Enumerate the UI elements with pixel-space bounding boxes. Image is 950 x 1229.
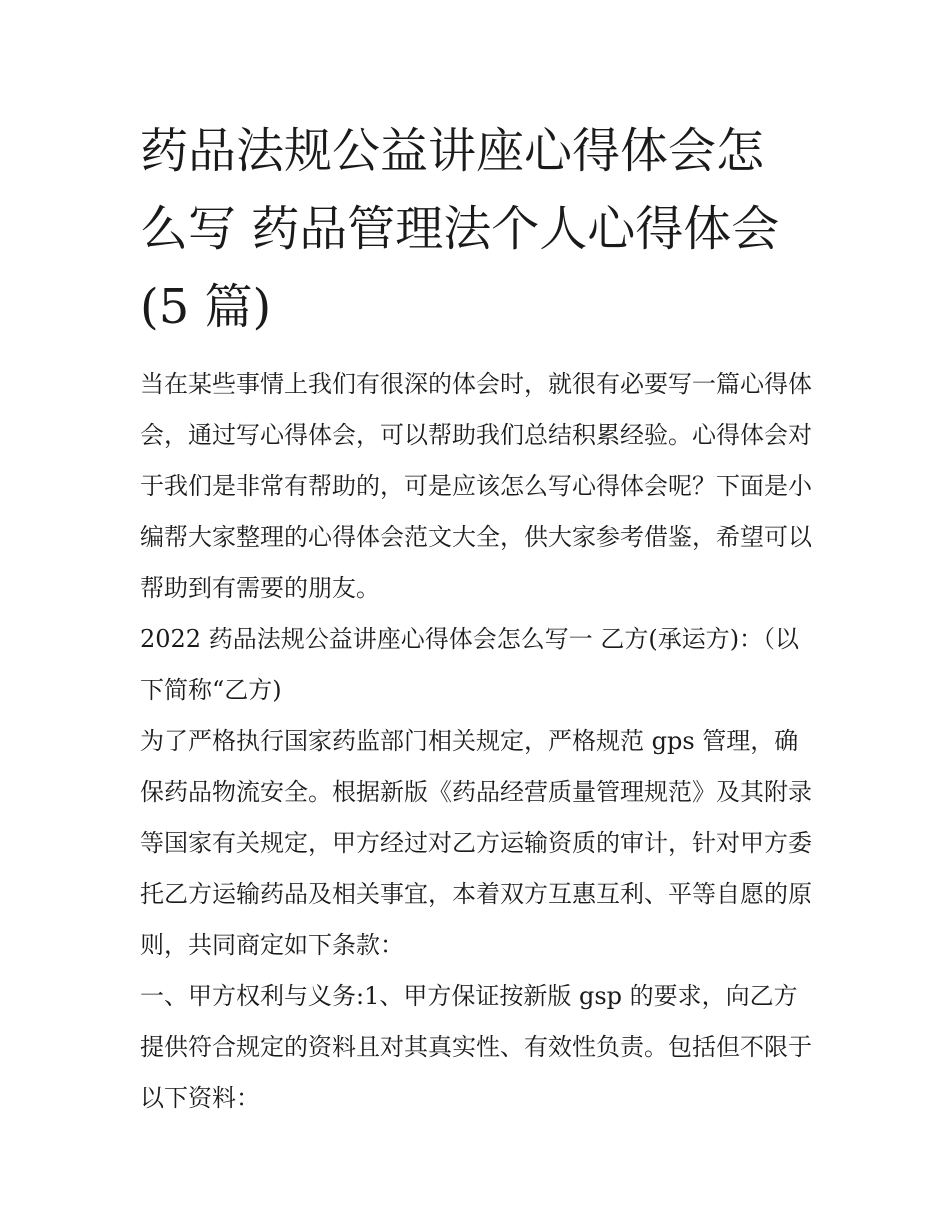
- paragraph-section-heading: 2022 药品法规公益讲座心得体会怎么写一 乙方(承运方)：（以下简称“乙方): [140, 625, 800, 704]
- title-line-1: 药品法规公益讲座心得体会怎: [140, 123, 765, 179]
- paragraph-purpose: 为了严格执行国家药监部门相关规定，严格规范 gps 管理，确保药品物流安全。根据新版《药品经营质量管理规范》及其附录等国家有关规定，甲方经过对乙方运输资质的审计，针对甲方委托乙方运输药品及相关事宜，本着双方互惠互利、平等自愿的原则，共同商定如下条款：: [140, 727, 812, 959]
- title-line-3: (5 篇): [140, 279, 272, 335]
- document-page: [140, 112, 812, 1124]
- title-line-2: 么写 药品管理法个人心得体会: [140, 201, 780, 257]
- paragraph-intro: 当在某些事情上我们有很深的体会时，就很有必要写一篇心得体会，通过写心得体会，可以帮助我们总结积累经验。心得体会对于我们是非常有帮助的，可是应该怎么写心得体会呢？下面是小编帮大家整理的心得体会范文大全，供大家参考借鉴，希望可以帮助到有需要的朋友。: [140, 370, 812, 602]
- document-title: [140, 112, 812, 346]
- paragraph-rights-obligations: 一、甲方权利与义务:1、甲方保证按新版 gsp 的要求，向乙方提供符合规定的资料且对其真实性、有效性负责。包括但不限于以下资料：: [140, 982, 812, 1112]
